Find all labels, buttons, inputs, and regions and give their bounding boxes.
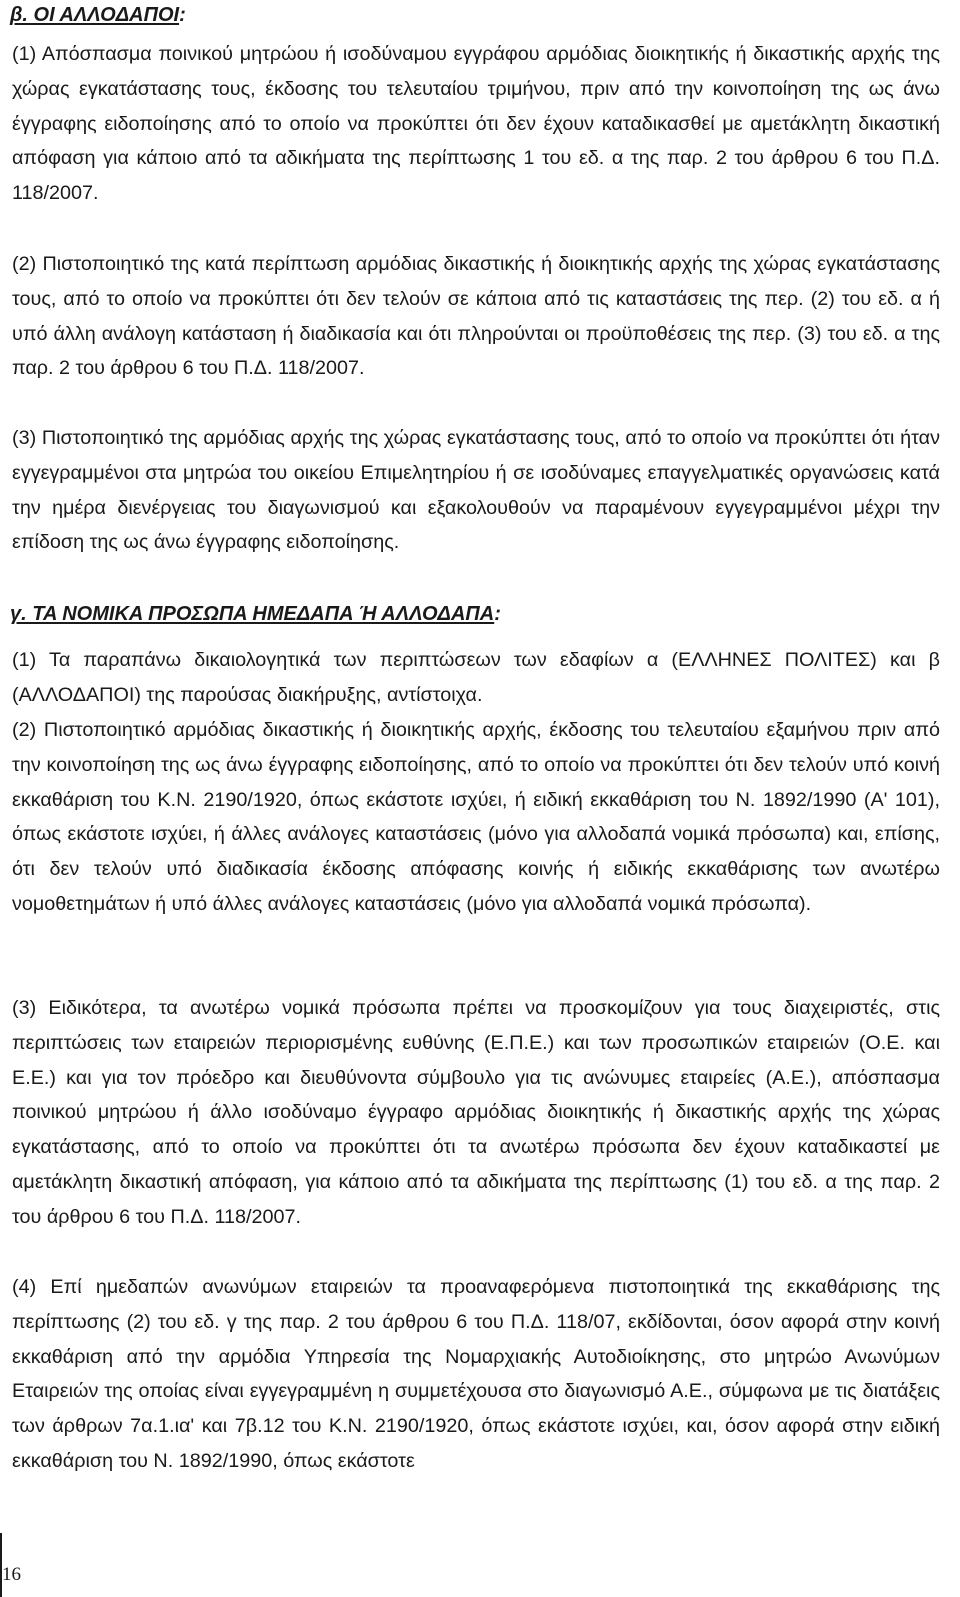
- section-b-paragraph-1: (1) Απόσπασμα ποινικού μητρώου ή ισοδύναμου εγγράφου αρμόδιας διοικητικής ή δικαστικής αρχής της χώρας εγκατάστασης τους, έκδοσης του τελευταίου τριμήνου, πριν από την κοινοποίηση της ως άνω έγγραφης ειδοποίησης από το οποίο να προκύπτει ότι δεν έχουν καταδικασθεί με αμετάκλητη δικαστική απόφαση για κάποιο από τα αδικήματα της περίπτωσης 1 του εδ. α της παρ. 2 του άρθρου 6 του Π.Δ. 118/2007.: [12, 43, 940, 205]
- section-b-heading: β. ΟΙ ΑΛΛΟΔΑΠΟΙ:: [10, 4, 186, 26]
- section-c-paragraph-4: (4) Επί ημεδαπών ανωνύμων εταιρειών τα προαναφερόμενα πιστοποιητικά της εκκαθάρισης της περίπτωσης (2) του εδ. γ της παρ. 2 του άρθρου 6 του Π.Δ. 118/07, εκδίδονται, όσον αφορά στην κοινή εκκαθάριση από την αρμόδια Υπηρεσία της Νομαρχιακής Αυτοδιοίκησης, στο μητρώο Ανωνύμων Εταιρειών της οποίας είναι εγγεγραμμένη η συμμετέχουσα στο διαγωνισμό Α.Ε., σύμφωνα με τις διατάξεις των άρθρων 7α.1.ια' και 7β.12 του Κ.Ν. 2190/1920, όπως εκάστοτε ισχύει, και, όσον αφορά στην ειδική εκκαθάριση του Ν. 1892/1990, όπως εκάστοτε: [12, 1276, 940, 1472]
- section-b-paragraph-3: (3) Πιστοποιητικό της αρμόδιας αρχής της χώρας εγκατάστασης τους, από το οποίο να προκύπτει ότι ήταν εγγεγραμμένοι στα μητρώα του οικείου Επιμελητηρίου ή σε ισοδύναμες επαγγελματικές οργανώσεις κατά την ημέρα διενέργειας του διαγωνισμού και εξακολουθούν να παραμένουν εγγεγραμμένοι μέχρι την επίδοση της ως άνω έγγραφης ειδοποίησης.: [12, 427, 940, 554]
- section-c-paragraph-3: (3) Ειδικότερα, τα ανωτέρω νομικά πρόσωπα πρέπει να προσκομίζουν για τους διαχειριστές, στις περιπτώσεις των εταιρειών περιορισμένης ευθύνης (Ε.Π.Ε.) και των προσωπικών εταιρειών (Ο.Ε. και Ε.Ε.) και για τον πρόεδρο και διευθύνοντα σύμβουλο για τις ανώνυμες εταιρείες (Α.Ε.), απόσπασμα ποινικού μητρώου ή άλλο ισοδύναμο έγγραφο αρμόδιας διοικητικής ή δικαστικής αρχής της χώρας εγκατάστασης, από το οποίο να προκύπτει ότι τα ανωτέρω πρόσωπα δεν έχουν καταδικαστεί με αμετάκλητη δικαστική απόφαση, για κάποιο από τα αδικήματα της περίπτωσης (1) του εδ. α της παρ. 2 του άρθρου 6 του Π.Δ. 118/2007.: [12, 997, 940, 1228]
- section-c-paragraph-1: (1) Τα παραπάνω δικαιολογητικά των περιπτώσεων των εδαφίων α (ΕΛΛΗΝΕΣ ΠΟΛΙΤΕΣ) και β (ΑΛΛΟΔΑΠΟΙ) της παρούσας διακήρυξης, αντίστοιχα.: [12, 649, 940, 706]
- section-c-heading: γ. ΤΑ ΝΟΜΙΚΑ ΠΡΟΣΩΠΑ ΗΜΕΔΑΠΑ Ή ΑΛΛΟΔΑΠΑ:: [10, 603, 501, 625]
- page-number: 16: [2, 1564, 21, 1585]
- section-b-paragraph-2: (2) Πιστοποιητικό της κατά περίπτωση αρμόδιας δικαστικής ή διοικητικής αρχής της χώρας εγκατάστασης τους, από το οποίο να προκύπτει ότι δεν τελούν σε κάποια από τις καταστάσεις της περ. (2) του εδ. α ή υπό άλλη ανάλογη κατάσταση ή διαδικασία και ότι πληρούνται οι προϋποθέσεις της περ. (3) του εδ. α της παρ. 2 του άρθρου 6 του Π.Δ. 118/2007.: [12, 253, 940, 380]
- section-c-paragraph-2: (2) Πιστοποιητικό αρμόδιας δικαστικής ή διοικητικής αρχής, έκδοσης του τελευταίου εξαμήνου πριν από την κοινοποίηση της ως άνω έγγραφης ειδοποίησης, από το οποίο να προκύπτει ότι δεν τελούν υπό κοινή εκκαθάριση του Κ.Ν. 2190/1920, όπως εκάστοτε ισχύει, ή ειδική εκκαθάριση του Ν. 1892/1990 (Α' 101), όπως εκάστοτε ισχύει, ή άλλες ανάλογες καταστάσεις (μόνο για αλλοδαπά νομικά πρόσωπα) και, επίσης, ότι δεν τελούν υπό διαδικασία έκδοσης απόφασης κοινής ή ειδικής εκκαθάρισης των ανωτέρω νομοθετημάτων ή υπό άλλες ανάλογες καταστάσεις (μόνο για αλλοδαπά νομικά πρόσωπα).: [12, 719, 940, 915]
